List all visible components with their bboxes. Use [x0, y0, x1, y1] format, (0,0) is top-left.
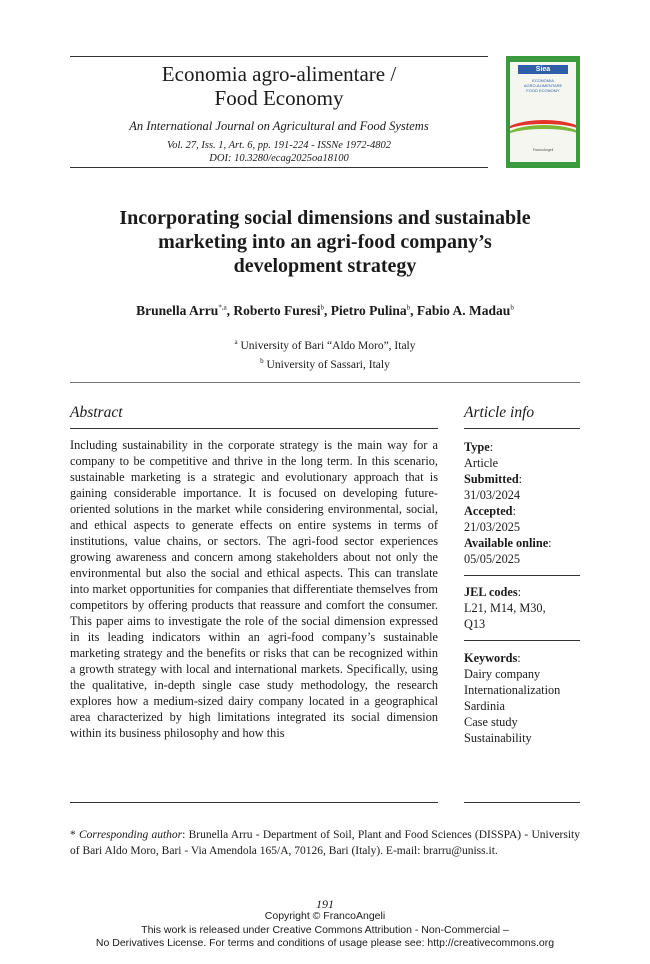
license-line1: This work is released under Creative Commons Attribution - Non-Commercial – — [141, 924, 509, 936]
author-separator: , — [324, 303, 331, 318]
affiliation-marker: a — [234, 338, 238, 346]
article-title — [60, 206, 590, 278]
affiliation-text: University of Sassari, Italy — [266, 358, 390, 371]
journal-title — [70, 62, 488, 110]
keyword-item: Sardinia — [464, 699, 505, 713]
online-value: 05/05/2025 — [464, 552, 521, 566]
affiliation-text: University of Bari “Aldo Moro”, Italy — [240, 339, 416, 352]
article-title-line2: marketing into an agri-food company’s — [158, 231, 492, 253]
article-info-heading: Article info — [464, 404, 535, 421]
page-number: 191 — [316, 897, 334, 911]
keyword-item: Sustainability — [464, 731, 532, 745]
author-name: Brunella Arru — [136, 303, 219, 318]
submitted-value: 31/03/2024 — [464, 488, 521, 502]
article-title-line3: development strategy — [233, 255, 417, 277]
abstract-bottom-rule — [70, 802, 438, 803]
journal-volume-info — [70, 139, 488, 165]
online-row: Available online: — [464, 536, 552, 550]
footnote-text: : Brunella Arru - Department of Soil, Plant and Food Sciences (DISSPA) - University of Bari Aldo Moro, Bari - Via Amendola 165/A, 70126, Bari (Italy). E-mail: brarru@uniss.it. — [70, 829, 581, 857]
info-divider — [464, 640, 580, 641]
journal-title-line2: Food Economy — [214, 86, 344, 110]
type-value: Article — [464, 456, 499, 470]
copyright-line: Copyright © FrancoAngeli — [264, 910, 386, 922]
footnote-marker: * — [70, 829, 79, 841]
journal-cover-thumbnail — [506, 56, 580, 168]
footnote-label: Corresponding author — [79, 829, 183, 841]
submitted-label: Submitted — [464, 472, 519, 486]
affiliation-list — [60, 335, 590, 373]
author-affil-marker: b — [406, 303, 411, 312]
submitted-row: Submitted: — [464, 472, 523, 486]
affiliation-item — [60, 354, 590, 373]
section-divider — [70, 382, 580, 383]
accepted-row: Accepted: — [464, 504, 516, 518]
affiliation-marker: b — [260, 356, 264, 365]
info-divider — [464, 575, 580, 576]
journal-subtitle: An International Journal on Agricultural and Food Systems — [129, 119, 429, 133]
jel-row: JEL codes: — [464, 585, 522, 599]
affiliation-item — [60, 335, 590, 354]
author-name: Roberto Furesi — [233, 303, 321, 318]
author-list — [60, 303, 590, 319]
journal-title-line1: Economia agro-alimentare / — [161, 62, 397, 86]
cover-logo: Siea — [518, 65, 568, 74]
header-top-rule — [70, 56, 488, 57]
cover-title — [513, 78, 573, 93]
author-affil-marker: b — [320, 303, 325, 312]
author-affil-marker: b — [510, 303, 514, 312]
journal-volume: Vol. 27, Iss. 1, Art. 6, pp. 191-224 - ISSNe 1972-4802 — [166, 140, 392, 151]
author-name: Fabio A. Madau — [416, 303, 511, 318]
license-line2: No Derivatives License. For terms and conditions of usage please see: http://creativecommons.org — [95, 937, 555, 949]
jel-value-line1: L21, M14, M30, — [464, 601, 546, 615]
accepted-label: Accepted — [464, 504, 513, 518]
article-title-line1: Incorporating social dimensions and sustainable — [119, 207, 531, 229]
author-separator: , — [410, 303, 417, 318]
type-label: Type — [464, 440, 490, 454]
cover-inner — [510, 62, 576, 162]
cover-title-line2: AGRO-ALIMENTARE — [523, 83, 563, 88]
keyword-item: Dairy company — [464, 667, 541, 681]
cover-publisher: FrancoAngeli — [532, 148, 554, 152]
cover-title-line1: ECONOMIA — [532, 78, 554, 83]
article-info-dates — [464, 439, 582, 567]
author-affil-marker: *,a — [218, 303, 227, 312]
keywords — [464, 650, 582, 746]
info-bottom-rule — [464, 802, 580, 803]
cover-title-line3: FOOD ECONOMY — [526, 88, 560, 93]
abstract-heading-rule — [70, 428, 438, 429]
keyword-item: Case study — [464, 715, 518, 729]
keywords-row: Keywords: — [464, 651, 521, 665]
journal-doi: DOI: 10.3280/ecag2025oa18100 — [209, 153, 349, 164]
keywords-label: Keywords — [464, 651, 518, 665]
jel-codes — [464, 584, 582, 632]
abstract-heading: Abstract — [70, 404, 123, 421]
corresponding-author-footnote — [70, 827, 580, 859]
type-row: Type: — [464, 440, 494, 454]
author-name: Pietro Pulina — [330, 303, 407, 318]
online-label: Available online — [464, 536, 549, 550]
author-separator: , — [226, 303, 234, 318]
abstract-text: Including sustainability in the corporate strategy is the main way for a company to be competitive and thrive in the long term. In this scenario, sustainable marketing is a strategic and evolutionary approach that is gaining considerable importance. It is focused on developing future-oriented solutions in the market while considering environmental, social, and ethical aspects to generate effects on entire systems in terms of institutions, value chains, or sectors. The agri-food sector experiences growing awareness and concern among stakeholders about not only the environmental but also the social and ethical aspects. This can translate into market opportunities for companies that differentiate themselves from competitors by offering products that reassure and comfort the consumer. This paper aims to investigate the role of the social dimension expressed in its leading indicators within an agri-food company’s sustainable marketing strategy and the benefits or risks that can be recognized within a growth strategy with local and international markets. Specifically, using the qualitative, in-depth single case study methodology, the research explores how a medium-sized dairy company located in a geographical area characterized by high limitations integrated its social dimension within its business philosophy and how this — [70, 438, 438, 740]
jel-label: JEL codes — [464, 585, 518, 599]
header-bottom-rule — [70, 167, 488, 168]
article-info-heading-rule — [464, 428, 580, 429]
accepted-value: 21/03/2025 — [464, 520, 521, 534]
jel-value-line2: Q13 — [464, 617, 486, 631]
keyword-item: Internationalization — [464, 683, 561, 697]
